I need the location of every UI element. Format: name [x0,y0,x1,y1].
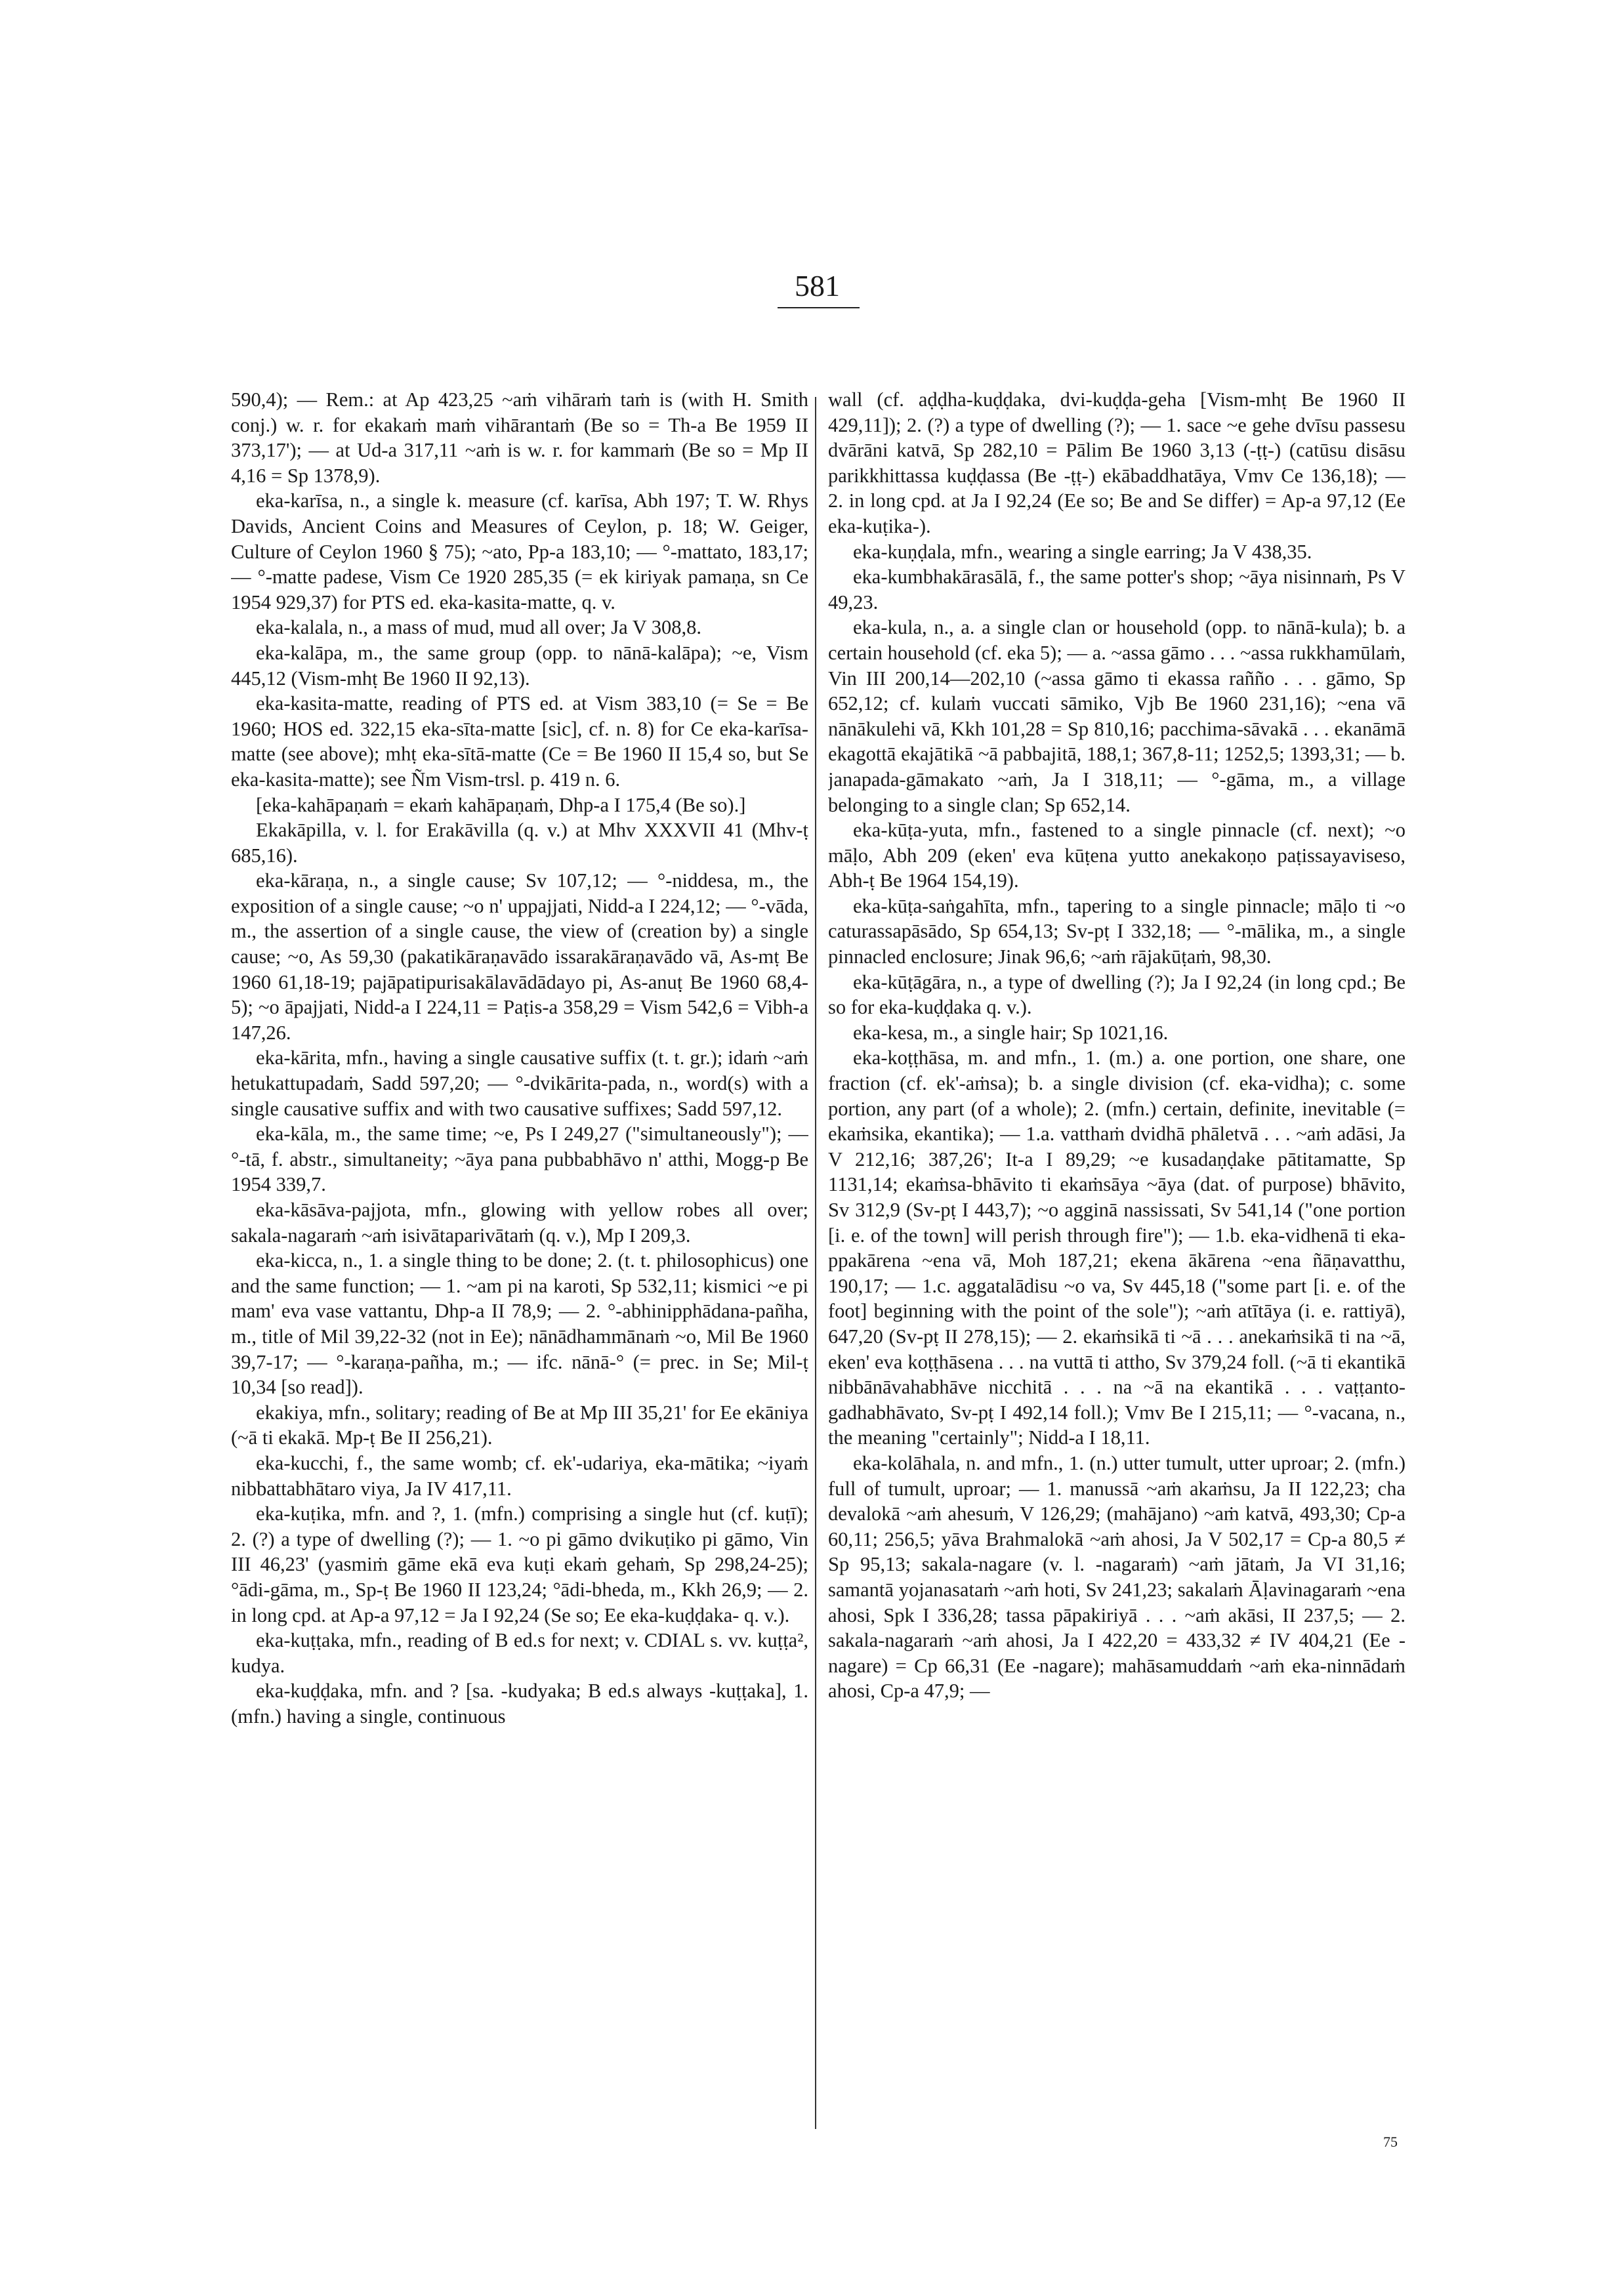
dictionary-entry: eka-kārita, mfn., having a single causative suffix (t. t. gr.); idaṁ ~aṁ hetukattupadaṁ, Sadd 597,20; — °-dvikārita-pada, n., word(s) with a single causative suffix and with two causative suffixes; Sadd 597,12. [231,1046,808,1120]
dictionary-entry: eka-kucchi, f., the same womb; cf. ek'-udariya, eka-mātika; ~iyaṁ nibbattabhātaro viya, Ja IV 417,11. [231,1451,808,1500]
dictionary-entry: eka-kūṭa-saṅgahīta, mfn., tapering to a single pinnacle; māḷo ti ~o caturassapāsādo, Sp 654,13; Sv-pṭ I 332,18; — °-mālika, m., a single pinnacled enclosure; Jinak 96,6; ~aṁ rājakūṭaṁ, 98,30. [828,894,1405,968]
page-number: 581 [795,269,840,302]
dictionary-entry: [eka-kahāpaṇaṁ = ekaṁ kahāpaṇaṁ, Dhp-a I 175,4 (Be so).] [256,793,746,816]
dictionary-entry: 590,4); — Rem.: at Ap 423,25 ~aṁ vihāraṁ taṁ is (with H. Smith conj.) w. r. for ekakaṁ maṁ vihārantaṁ (Be so = Th-a Be 1959 II 373,17'); — at Ud-a 317,11 ~aṁ is w. r. for kammaṁ (Be so = Mp II 4,16 = Sp 1378,9). [231,388,808,487]
dictionary-entry: eka-karīsa, n., a single k. measure (cf. karīsa, Abh 197; T. W. Rhys Davids, Ancient Coins and Measures of Ceylon, p. 18; W. Geiger, Culture of Ceylon 1960 § 75); ~ato, Pp-a 183,10; — °-mattato, 183,17; — °-matte padese, Vism Ce 1920 285,35 (= ek kiriyak pamaṇa, sn Ce 1954 929,37) for PTS ed. eka-kasita-matte, q. v. [231,489,808,613]
dictionary-entry: eka-kumbhakārasālā, f., the same potter's shop; ~āya nisinnaṁ, Ps V 49,23. [828,566,1405,613]
dictionary-entry: ekakiya, mfn., solitary; reading of Be at Mp III 35,21' for Ee ekāniya (~ā ti ekakā. Mp-ṭ Be II 256,21). [231,1401,808,1449]
column-divider [815,397,816,2129]
dictionary-entry: eka-kuṭṭaka, mfn., reading of B ed.s for next; v. CDIAL s. vv. kuṭṭa², kudya. [231,1629,808,1677]
dictionary-entry: eka-kāsāva-pajjota, mfn., glowing with yellow robes all over; sakala-nagaraṁ ~aṁ isivātaparivātaṁ (q. v.), Mp I 209,3. [231,1199,808,1247]
page-number-rule [778,307,860,308]
dictionary-entry: eka-kolāhala, n. and mfn., 1. (n.) utter tumult, utter uproar; 2. (mfn.) full of tumult, uproar; — 1. manussā ~aṁ akaṁsu, Ja II 122,23; cha devalokā ~aṁ ahesuṁ, V 126,29; (mahājano) ~aṁ katvā, 493,30; Cp-a 60,11; 256,5; yāva Brahmalokā ~aṁ ahosi, Ja V 502,17 = Cp-a 80,5 ≠ Sp 95,13; sakala-nagare (v. l. -nagaraṁ) ~aṁ jātaṁ, Ja VI 31,16; samantā yojanasataṁ ~aṁ hoti, Sv 241,23; sakalaṁ Āḷavinagaraṁ ~ena ahosi, Spk I 336,28; tassa pāpakiriyā . . . ~aṁ akāsi, II 237,5; — 2. sakala-nagaraṁ ~aṁ ahosi, Ja I 422,20 = 433,32 ≠ IV 404,21 (Ee -nagare) = Cp 66,31 (Ee -nagare); mahāsamuddaṁ ~aṁ eka-ninnādaṁ ahosi, Cp-a 47,9; — [828,1451,1405,1703]
dictionary-entry: eka-kula, n., a. a single clan or household (opp. to nānā-kula); b. a certain household (cf. eka 5); — a. ~assa gāmo . . . ~assa rukkhamūlaṁ, Vin III 200,14—202,10 (~assa gāmo ti ekassa rañño . . . gāmo, Sp 652,12; cf. kulaṁ vuccati sāmiko, Vjb Be 1960 231,16); ~ena vā nānākulehi vā, Kkh 101,28 = Sp 810,16; pacchima-sāvakā . . . ekanāmā ekagottā ekajātikā ~ā pabbajitā, 188,1; 367,8-11; 1252,5; 1393,31; — b. janapada-gāmakato ~aṁ, Ja I 318,11; — °-gāma, m., a village belonging to a single clan; Sp 652,14. [828,616,1405,816]
footer-signature: 75 [1383,2134,1398,2150]
dictionary-entry: wall (cf. aḍḍha-kuḍḍaka, dvi-kuḍḍa-geha [Vism-mhṭ Be 1960 II 429,11]); 2. (?) a type of dwelling (?); — 1. sace ~e gehe dvīsu passesu dvārāni katvā, Sp 282,10 = Pālim Be 1960 3,13 (-ṭṭ-) (catūsu disāsu parikkhittassa kuḍḍassa (Be -ṭṭ-) ekābaddhatāya, Vmv Ce 136,18); — 2. in long cpd. at Ja I 92,24 (Ee so; Be and Se differ) = Ap-a 97,12 (Ee eka-kuṭika-). [828,388,1405,537]
dictionary-entry: eka-kalāpa, m., the same group (opp. to nānā-kalāpa); ~e, Vism 445,12 (Vism-mhṭ Be 1960 II 92,13). [231,641,808,690]
dictionary-entry: eka-kuṭika, mfn. and ?, 1. (mfn.) comprising a single hut (cf. kuṭī); 2. (?) a type of dwelling (?); — 1. ~o pi gāmo dvikuṭiko pi gāmo, Vin III 46,23' (yasmiṁ gāme ekā eva kuṭi ekaṁ gehaṁ, Sp 298,24-25); °ādi-gāma, m., Sp-ṭ Be 1960 II 123,24; °ādi-bheda, m., Kkh 26,9; — 2. in long cpd. at Ap-a 97,12 = Ja I 92,24 (Se so; Ee eka-kuḍḍaka- q. v.). [231,1502,808,1626]
dictionary-entry: eka-kuḍḍaka, mfn. and ? [sa. -kudyaka; B ed.s always -kuṭṭaka], 1. (mfn.) having a single, continuous [231,1680,808,1727]
right-column [828,387,1405,2132]
dictionary-entry: eka-kasita-matte, reading of PTS ed. at Vism 383,10 (= Se = Be 1960; HOS ed. 322,15 eka-sīta-matte [sic], cf. n. 8) for Ce eka-karīsa-matte (see above); mhṭ eka-sītā-matte (Ce = Be 1960 II 15,4 so, but Se eka-kasita-matte); see Ñm Vism-trsl. p. 419 n. 6. [231,692,808,791]
dictionary-entry: eka-koṭṭhāsa, m. and mfn., 1. (m.) a. one portion, one share, one fraction (cf. ek'-aṁsa); b. a single division (cf. eka-vidha); c. some portion, any part (of a whole); 2. (mfn.) certain, definite, inevitable (= ekaṁsika, ekantika); — 1.a. vatthaṁ dvidhā phāletvā . . . ~aṁ adāsi, Ja V 212,16; 387,26'; It-a I 89,29; ~e kusadaṇḍake pātitamatte, Sp 1131,14; ekaṁsa-bhāvito ti ekaṁsāya ~āya (dat. of purpose) bhāvito, Sv 312,9 (Sv-pṭ I 443,7); ~o agginā nassissati, Sv 541,14 ("one portion [i. e. of the town] will perish through fire"); — 1.b. eka-vidhenā ti eka-ppakārena ~ena vā, Moh 187,21; ekena ākārena ~ena ñāṇavatthu, 190,17; — 1.c. aggatalādisu ~o va, Sv 445,18 ("some part [i. e. of the foot] beginning with the point of the sole"); ~aṁ atītāya (i. e. rattiyā), 647,20 (Sv-pṭ II 278,15); — 2. ekaṁsikā ti ~ā . . . anekaṁsikā ti na ~ā, eken' eva koṭṭhāsena . . . na vuttā ti attho, Sv 379,24 foll. (~ā ti ekantikā nibbānāvahabhāve nicchitā . . . na ~ā na ekantikā . . . vaṭṭanto-gadhabhāvato, Sv-pṭ I 492,14 foll.); Vmv Be I 215,11; — °-vacana, n., the meaning "certainly"; Nidd-a I 18,11. [828,1046,1405,1449]
dictionary-entry: Ekakāpilla, v. l. for Erakāvilla (q. v.) at Mhv XXXVII 41 (Mhv-ṭ 685,16). [231,819,808,867]
dictionary-entry: eka-kāla, m., the same time; ~e, Ps I 249,27 ("simultaneously"); — °-tā, f. abstr., simultaneity; ~āya pana pubbabhāvo n' atthi, Mogg-p Be 1954 339,7. [231,1123,808,1196]
dictionary-entry: eka-kesa, m., a single hair; Sp 1021,16. [853,1021,1169,1044]
dictionary-entry: eka-kūṭāgāra, n., a type of dwelling (?); Ja I 92,24 (in long cpd.; Be so for eka-kuḍḍaka q. v.). [828,970,1405,1019]
dictionary-entry: eka-kicca, n., 1. a single thing to be done; 2. (t. t. philosophicus) one and the same function; — 1. ~am pi na karoti, Sp 532,11; kismici ~e pi mam' eva vase vattantu, Dhp-a II 78,9; — 2. °-abhinipphādana-pañha, m., title of Mil 39,22-32 (not in Ee); nānādhammānaṁ ~o, Mil Be 1960 39,7-17; — °-karaṇa-pañha, m.; — ifc. nānā-° (= prec. in Se; Mil-ṭ 10,34 [so read]). [231,1249,808,1399]
dictionary-entry: eka-kūṭa-yuta, mfn., fastened to a single pinnacle (cf. next); ~o māḷo, Abh 209 (eken' eva kūṭena yutto anekakoṇo paṭissayaviseso, Abh-ṭ Be 1964 154,19). [828,819,1405,892]
dictionary-entry: eka-kalala, n., a mass of mud, mud all over; Ja V 308,8. [256,616,702,639]
left-column [231,387,808,2132]
dictionary-entry: eka-kuṇḍala, mfn., wearing a single earring; Ja V 438,35. [853,540,1312,563]
dictionary-entry: eka-kāraṇa, n., a single cause; Sv 107,12; — °-niddesa, m., the exposition of a single cause; ~o n' uppajjati, Nidd-a I 224,12; — °-vāda, m., the assertion of a single cause, the view of (creation by) a single cause; ~o, As 59,30 (pakatikāraṇavādo issarakāraṇavādo vā, As-mṭ Be 1960 61,18-19; pajāpatipurisakālavādādayo pi, As-anuṭ Be 1960 68,4-5); ~o āpajjati, Nidd-a I 224,11 = Paṭis-a 358,29 = Vism 542,6 = Vibh-a 147,26. [231,869,808,1044]
